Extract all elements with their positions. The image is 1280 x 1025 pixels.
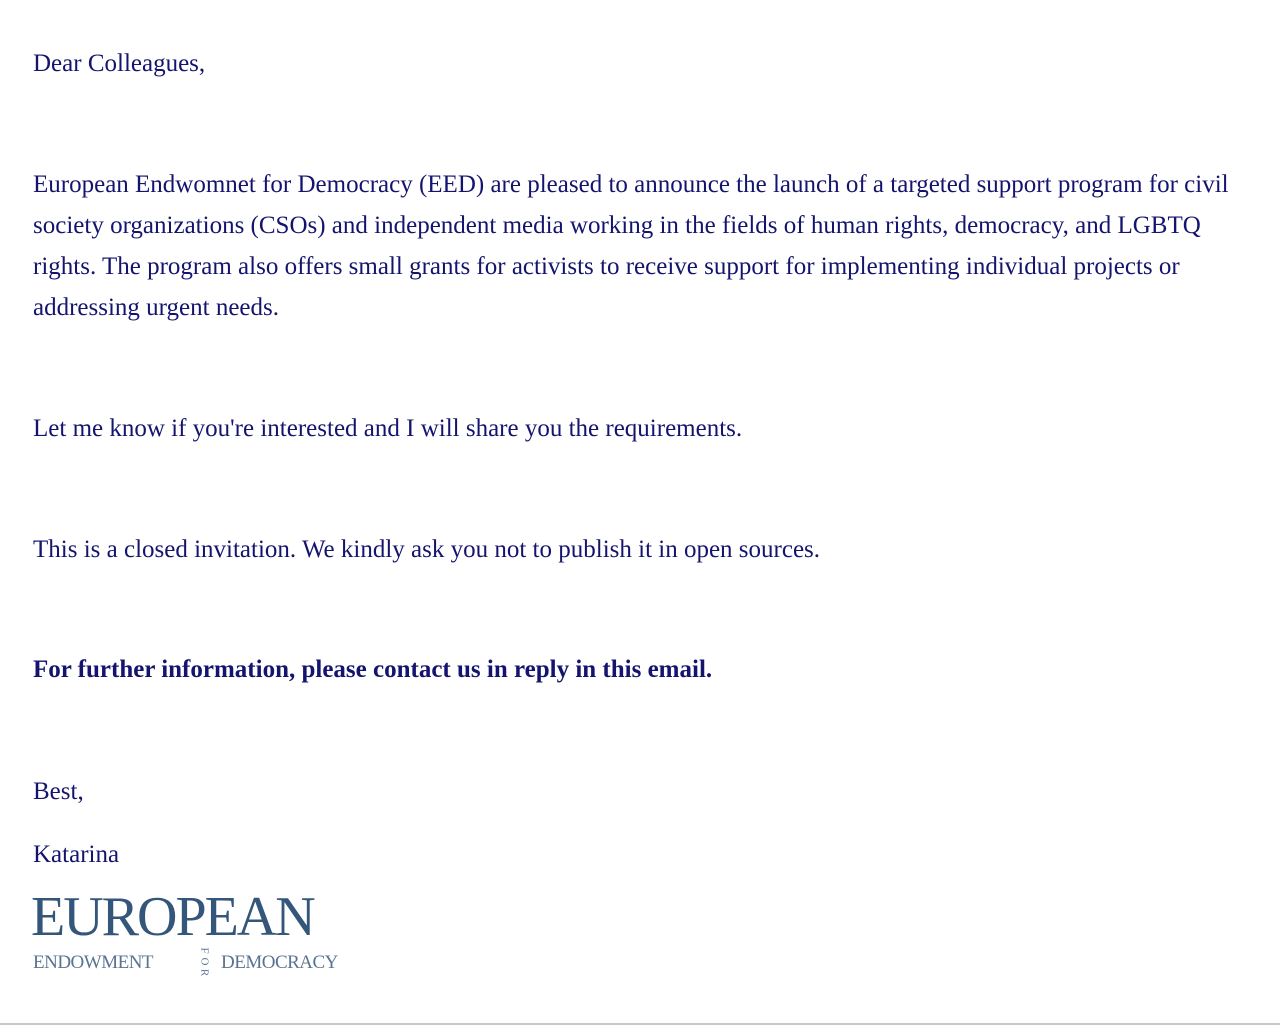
paragraph-interest: Let me know if you're interested and I will share you the requirements. [33, 415, 743, 442]
logo-sub-left-text: ENDOWMENT [33, 952, 154, 973]
logo-for-text [198, 945, 210, 978]
paragraph-announcement: European Endwomnet for Democracy (EED) are pleased to announce the launch of a targeted support program for civil society organizations (CSOs) and independent media working in the fields of human rights, democracy, and LGBTQ rights. The program also offers small grants for activists to receive support for implementing individual projects or addressing urgent needs. [33, 171, 1229, 321]
paragraph-closed-invitation: This is a closed invitation. We kindly ask you not to publish it in open sources. [33, 536, 821, 563]
logo-sub-right-text: DEMOCRACY [221, 952, 338, 973]
logo-for-letter: O [198, 957, 211, 966]
signature-name: Katarina [33, 841, 120, 868]
logo-for-letter: F [198, 947, 211, 954]
logo-for-letter: R [198, 968, 211, 977]
eed-logo [31, 886, 378, 993]
closing: Best, [33, 778, 84, 805]
logo-main-text: EUROPEAN [31, 886, 314, 948]
paragraph-contact-info: For further information, please contact us in reply in this email. [33, 656, 713, 683]
greeting: Dear Colleagues, [33, 50, 206, 77]
